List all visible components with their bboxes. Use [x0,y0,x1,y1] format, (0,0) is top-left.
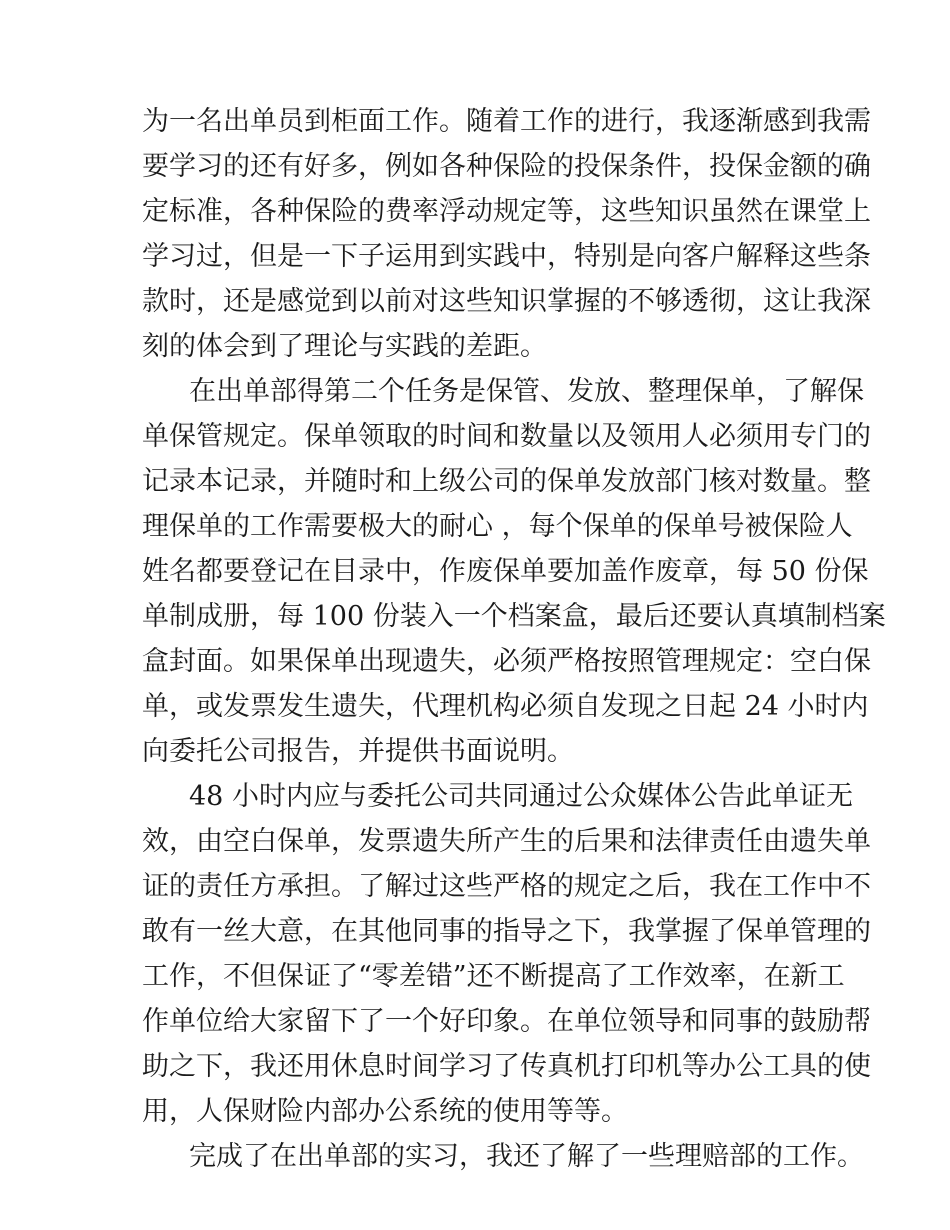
text-line: 理保单的工作需要极大的耐心 ，每个保单的保单号被保险人 [142,511,853,542]
text-line: 证的责任方承担。了解过这些严格的规定之后，我在工作中不 [142,871,871,902]
text-line: 盒封面。如果保单出现遗失，必须严格按照管理规定：空白保 [142,646,871,677]
paragraph-first-line: 完成了在出单部的实习，我还了解了一些理赔部的工作。 [189,1141,864,1172]
text-line: 要学习的还有好多，例如各种保险的投保条件，投保金额的确 [142,151,871,182]
text-line: 向委托公司报告，并提供书面说明。 [142,736,574,767]
text-line: 单，或发票发生遗失，代理机构必须自发现之日起 24 小时内 [142,691,869,722]
text-line: 效，由空白保单，发票遗失所产生的后果和法律责任由遗失单 [142,826,871,857]
text-line: 敢有一丝大意，在其他同事的指导之下，我掌握了保单管理的 [142,916,871,947]
text-line: 款时，还是感觉到以前对这些知识掌握的不够透彻，这让我深 [142,286,871,317]
text-line: 姓名都要登记在目录中，作废保单要加盖作废章，每 50 份保 [142,556,869,587]
text-line: 单制成册，每 100 份装入一个档案盒，最后还要认真填制档案 [142,601,886,632]
text-line: 用，人保财险内部办公系统的使用等等。 [142,1096,628,1127]
text-line: 为一名出单员到柜面工作。随着工作的进行，我逐渐感到我需 [142,106,871,137]
paragraph-first-line: 在出单部得第二个任务是保管、发放、整理保单，了解保 [189,376,864,407]
paragraph-first-line: 48 小时内应与委托公司共同通过公众媒体公告此单证无 [189,781,853,812]
text-line: 工作，不但保证了“零差错”还不断提高了工作效率，在新工 [142,961,845,992]
text-line: 定标准，各种保险的费率浮动规定等，这些知识虽然在课堂上 [142,196,871,227]
text-line: 作单位给大家留下了一个好印象。在单位领导和同事的鼓励帮 [142,1006,871,1037]
text-line: 单保管规定。保单领取的时间和数量以及领用人必须用专门的 [142,421,871,452]
text-line: 助之下，我还用休息时间学习了传真机打印机等办公工具的使 [142,1051,871,1082]
text-line: 刻的体会到了理论与实践的差距。 [142,331,547,362]
text-line: 学习过，但是一下子运用到实践中，特别是向客户解释这些条 [142,241,871,272]
text-line: 记录本记录，并随时和上级公司的保单发放部门核对数量。整 [142,466,871,497]
